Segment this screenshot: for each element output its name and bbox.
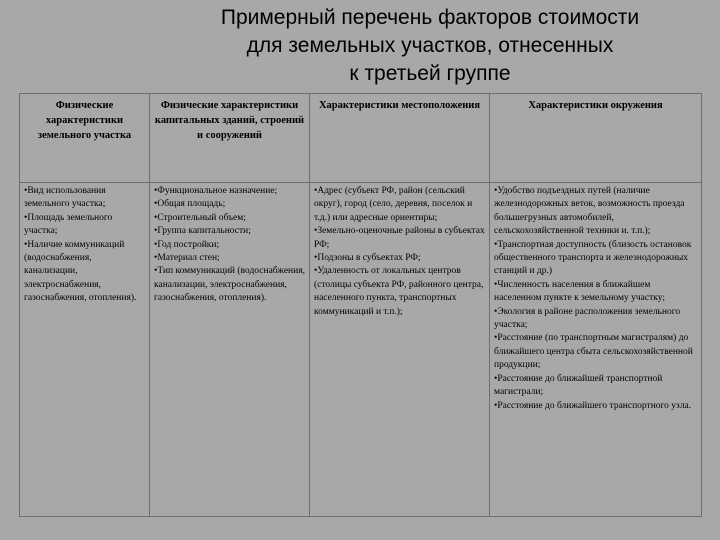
list-item: • Транспортная доступность (близость остановок общественного транспорта и железнодорожных станций и др.) <box>494 239 697 279</box>
list-item: • Экология в районе расположения земельного участка; <box>494 306 697 333</box>
title-line: Примерный перечень факторов стоимости <box>220 6 640 29</box>
list-item: • Подзоны в субъектах РФ; <box>314 252 485 265</box>
cell-environment <box>490 183 702 517</box>
list-item: • Группа капитальности; <box>154 225 305 238</box>
list-item: • Расстояние до ближайшего транспортного узла. <box>494 400 697 413</box>
list-item: • Удаленность от локальных центров (столицы субъекта РФ, районного центра, населенного пункта, транспортных коммуникаций и т.п.); <box>314 265 485 319</box>
list-item: • Площадь земельного участка; <box>24 212 145 239</box>
list-item: • Функциональное назначение; <box>154 185 305 198</box>
list-item: • Удобство подъездных путей (наличие железнодорожных веток, возможность проезда большегрузных автомобилей, сельскохозяйственной техники и. т.п.); <box>494 185 697 239</box>
list-item: • Вид использования земельного участка; <box>24 185 145 212</box>
list-item: • Тип коммуникаций (водоснабжения, канализации, электроснабжения, газоснабжения, отопления). <box>154 265 305 305</box>
slide-title <box>150 4 710 88</box>
title-line: для земельных участков, отнесенных <box>246 34 614 57</box>
factors-table <box>19 93 702 517</box>
table-header-row <box>20 94 702 183</box>
list-item: • Численность населения в ближайшем населенном пункте к земельному участку; <box>494 279 697 306</box>
list-item: • Адрес (субъект РФ, район (сельский округ), город (село, деревня, поселок и т.д.) или адресные ориентиры; <box>314 185 485 225</box>
header-environment: Характеристики окружения <box>490 94 702 183</box>
header-location: Характеристики местоположения <box>310 94 490 183</box>
list-item: • Расстояние (по транспортным магистралям) до ближайшего центра сбыта сельскохозяйственной продукции; <box>494 332 697 372</box>
list-item: • Год постройки; <box>154 239 305 252</box>
header-building-physical: Физические характеристики капитальных зданий, строений и сооружений <box>150 94 310 183</box>
list-item: • Расстояние до ближайшей транспортной магистрали; <box>494 373 697 400</box>
header-land-physical: Физические характеристики земельного участка <box>20 94 150 183</box>
list-item: • Общая площадь; <box>154 198 305 211</box>
list-item: • Строительный объем; <box>154 212 305 225</box>
cell-land-physical <box>20 183 150 517</box>
list-item: • Наличие коммуникаций (водоснабжения, канализации, электроснабжения, газоснабжения, отопления). <box>24 239 145 306</box>
list-item: • Материал стен; <box>154 252 305 265</box>
cell-building-physical <box>150 183 310 517</box>
table-row <box>20 183 702 517</box>
list-item: • Земельно-оценочные районы в субъектах РФ; <box>314 225 485 252</box>
title-line: к третьей группе <box>349 62 511 85</box>
cell-location <box>310 183 490 517</box>
